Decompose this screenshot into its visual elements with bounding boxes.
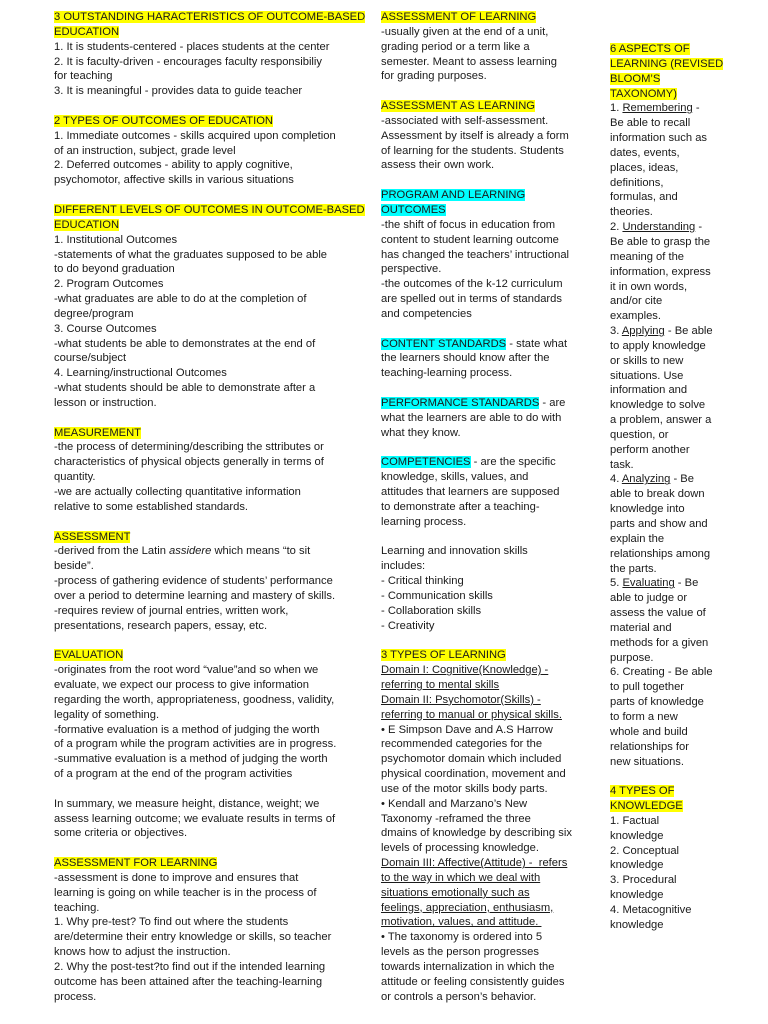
section-learning-innovation-skills — [381, 544, 587, 633]
domain-cognitive: Domain I: Cognitive(Knowledge) - referring to mental skills — [381, 664, 549, 691]
section-line: 1. It is students-centered - places students at the center — [54, 40, 330, 53]
list-item: 3. Applying - Be able to apply knowledge or skills to new situations. Use information and knowledge to solve a problem, answer a question, or perform another task. — [610, 325, 713, 471]
section-content-standards: CONTENT STANDARDS - state what the learners should know after the teaching-learning process. — [381, 337, 587, 382]
term-applying: Applying — [621, 325, 665, 338]
section-heading: 4 TYPES OF KNOWLEDGE — [610, 785, 683, 813]
section-assessment-as-learning — [381, 99, 587, 173]
list-item: 6. Creating - Be able to pull together parts of knowledge to form a new whole and build relationships for new situations. — [610, 666, 713, 768]
section-levels-of-outcomes — [54, 203, 365, 411]
section-line: -formative evaluation is a method of judging the worth of a program while the program activities are in progress. — [54, 723, 337, 751]
section-heading: ASSESSMENT AS LEARNING — [381, 100, 535, 113]
section-summary — [54, 797, 359, 842]
section-line: 2. It is faculty-driven - encourages faculty responsibiliy for teaching — [54, 55, 322, 83]
list-item: - Critical thinking — [381, 575, 464, 588]
section-heading: 2 TYPES OF OUTCOMES OF EDUCATION — [54, 114, 274, 127]
section-intro: Learning and innovation skills includes: — [381, 545, 528, 573]
section-text: the learners should know after the teaching-learning process. — [381, 352, 550, 380]
section-blooms-taxonomy — [610, 42, 724, 769]
section-line: 2. Deferred outcomes - ability to apply cognitive, psychomotor, affective skills in various situations — [54, 159, 294, 187]
section-heading: PROGRAM AND LEARNING OUTCOMES — [381, 189, 526, 216]
list-item: 4. Analyzing - Be able to break down knowledge into parts and show and explain the relationships among the parts. — [610, 473, 711, 575]
section-line: -we are actually collecting quantitative information relative to some established standards. — [54, 486, 301, 513]
section-line: -requires review of journal entries, written work, presentations, research papers, essay, etc. — [54, 604, 289, 632]
section-heading: MEASUREMENT — [54, 426, 142, 439]
section-text: knowledge, skills, values, and attitudes that learners are supposed to demonstrate after a teaching- learning process. — [381, 471, 560, 528]
bullet-item: • Kendall and Marzano’s New Taxonomy -reframed the three dmains of knowledge by describing six levels of processing knowledge. — [381, 797, 572, 855]
section-program-learning-outcomes — [381, 188, 587, 322]
list-item: 3. Procedural knowledge — [610, 874, 677, 902]
section-line: -the shift of focus in education from content to student learning outcome has changed the teachers’ intructional perspective. — [381, 218, 570, 276]
term-highlight: COMPETENCIES — [381, 456, 471, 469]
list-item: 4. Metacognitive knowledge — [610, 903, 692, 931]
section-line: -statements of what the graduates supposed to be able to do beyond graduation — [54, 248, 328, 276]
section-line: -what students should be able to demonstrate after a lesson or instruction. — [54, 382, 316, 409]
summary-paragraph: In summary, we measure height, distance, weight; we assess learning outcome; we evaluate results in terms of some criteria or objectives. — [54, 797, 336, 840]
domain-psychomotor: Domain II: Psychomotor(Skills) - referring to manual or physical skills. — [381, 693, 562, 721]
section-line: -summative evaluation is a method of judging the worth of a program at the end of the program activities — [54, 753, 328, 781]
section-line: 4. Learning/instructional Outcomes — [54, 367, 227, 380]
section-assessment-for-learning — [54, 856, 359, 1004]
section-text: -usually given at the end of a unit, grading period or a term like a semester. Meant to assess learning for grading purposes. — [381, 25, 557, 83]
bullet-item: • The taxonomy is ordered into 5 levels as the person progresses towards internalization in which the attitude or feeling consistently guides or controls a person’s behavior. — [381, 931, 565, 1003]
section-types-of-knowledge — [610, 784, 720, 932]
section-characteristics — [54, 10, 366, 99]
section-types-of-outcomes — [54, 114, 359, 188]
section-text: what the learners are able to do with what they know. — [381, 411, 562, 439]
section-heading: 6 ASPECTS OF LEARNING (REVISED BLOOM’S TAXONOMY) — [610, 43, 724, 100]
section-measurement — [54, 426, 359, 515]
section-text: -associated with self-assessment. Assessment by itself is already a form of learning for the students. Students assess their own work. — [381, 114, 569, 172]
section-line: -what graduates are able to do at the completion of degree/program — [54, 293, 307, 320]
section-line: -derived from the Latin assidere which means “to sit beside”. — [54, 545, 311, 573]
list-item: - Communication skills — [381, 589, 493, 602]
section-performance-standards: PERFORMANCE STANDARDS - are what the learners are able to do with what they know. — [381, 396, 587, 441]
section-evaluation — [54, 648, 359, 782]
section-assessment-of-learning — [381, 10, 587, 84]
list-item: - Collaboration skills — [381, 604, 482, 617]
section-line: -the outcomes of the k-12 curriculum are spelled out in terms of standards and competencies — [381, 278, 563, 320]
term-highlight: PERFORMANCE STANDARDS — [381, 396, 540, 409]
section-line: 3. Course Outcomes — [54, 322, 157, 335]
domain-affective: Domain III: Affective(Attitude) - refers to the way in which we deal with situations emotionally such as feelings, appreciation, enthusiasm, motivation, values, and attitude. — [381, 857, 568, 929]
section-line: -assessment is done to improve and ensures that learning is going on while teacher is in the process of teaching. — [54, 871, 317, 914]
section-heading: ASSESSMENT FOR LEARNING — [54, 857, 218, 870]
list-item: 1. Factual knowledge — [610, 814, 664, 842]
column-right — [610, 42, 724, 947]
list-item: 1. Remembering - Be able to recall information such as dates, events, places, ideas, definitions, formulas, and theories. — [610, 102, 708, 219]
section-line: -the process of determining/describing the sttributes or characteristics of physical objects generally in terms of quantity. — [54, 441, 324, 484]
section-line: 2. Why the post-test?to find out if the intended learning outcome has been attained after the teaching-learning process. — [54, 961, 326, 1003]
section-heading: ASSESSMENT — [54, 530, 131, 543]
section-assessment — [54, 530, 359, 634]
section-line: 1. Immediate outcomes - skills acquired upon completion of an instruction, subject, grade level — [54, 129, 336, 157]
section-heading: DIFFERENT LEVELS OF OUTCOMES IN OUTCOME-BASED EDUCATION — [54, 203, 365, 231]
section-line: -what students be able to demonstrates at the end of course/subject — [54, 337, 316, 365]
section-line: 1. Institutional Outcomes — [54, 233, 178, 246]
section-line: 1. Why pre-test? To find out where the students are/determine their entry knowledge or skills, so teacher knows how to adjust the instruction. — [54, 916, 332, 959]
section-heading: ASSESSMENT OF LEARNING — [381, 11, 537, 23]
term-analyzing: Analyzing — [621, 473, 671, 486]
term-highlight: CONTENT STANDARDS — [381, 337, 507, 350]
section-heading: EVALUATION — [54, 649, 124, 662]
column-left — [54, 10, 366, 1019]
list-item: 5. Evaluating - Be able to judge or assess the value of material and methods for a given purpose. — [610, 577, 709, 664]
list-item: 2. Understanding - Be able to grasp the meaning of the information, express it in own words, and/or cite examples. — [610, 221, 711, 323]
term-remembering: Remembering — [622, 102, 693, 115]
list-item: - Creativity — [381, 619, 435, 632]
section-line: 3. It is meaningful - provides data to guide teacher — [54, 85, 303, 98]
section-heading: 3 OUTSTANDING HARACTERISTICS OF OUTCOME-BASED EDUCATION — [54, 11, 366, 38]
section-line: 2. Program Outcomes — [54, 278, 164, 291]
column-middle — [381, 10, 587, 1019]
section-competencies: COMPETENCIES - are the specific knowledge, skills, values, and attitudes that learners are supposed to demonstrate after a teaching- learning process. — [381, 455, 587, 529]
section-heading: 3 TYPES OF LEARNING — [381, 649, 506, 662]
latin-term: assidere — [169, 545, 212, 558]
section-types-of-learning — [381, 648, 587, 1004]
bullet-item: • E Simpson Dave and A.S Harrow recommended categories for the psychomotor domain which included physical coordination, movement and use of the motor skills body parts. — [381, 723, 566, 795]
term-evaluating: Evaluating — [622, 577, 675, 590]
section-line: -process of gathering evidence of students’ performance over a period to determine learning and mastery of skills. — [54, 575, 336, 602]
section-line: -originates from the root word “value”and so when we evaluate, we expect our process to give information regarding the worth, appropriateness, goodness, validity, legality of something. — [54, 664, 335, 721]
term-understanding: Understanding — [622, 221, 696, 234]
list-item: 2. Conceptual knowledge — [610, 844, 680, 872]
